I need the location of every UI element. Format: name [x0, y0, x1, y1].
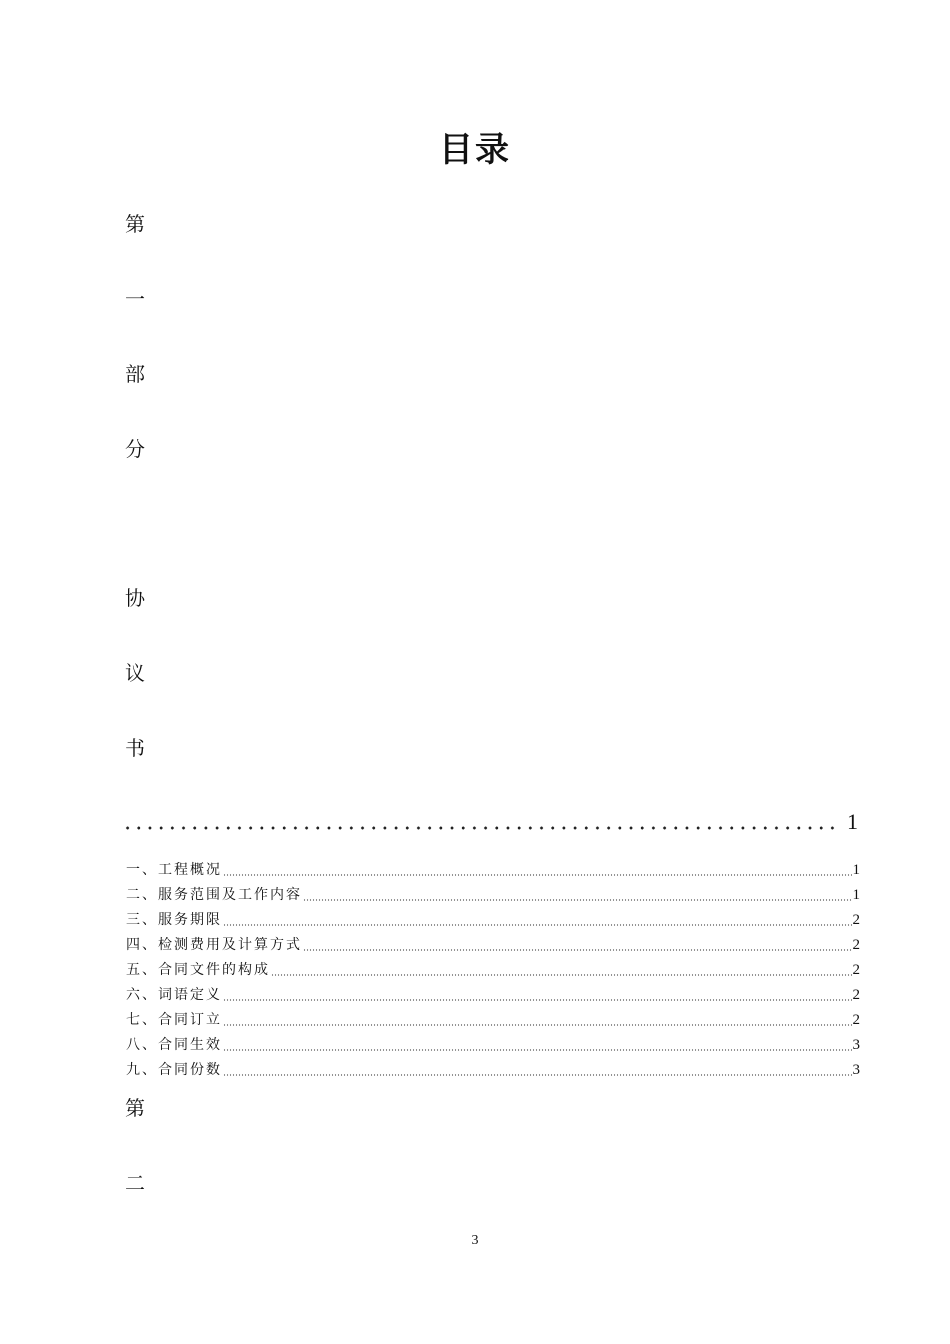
toc-entry-label: 九、合同份数 [126, 1062, 222, 1078]
part-one-char: 书 [125, 736, 145, 760]
part-one-page-number: 1 [847, 809, 858, 834]
toc-entry[interactable] [126, 883, 860, 908]
toc-entry-label: 五、合同文件的构成 [126, 962, 270, 978]
dot-leader [122, 826, 838, 830]
dot-leader [271, 974, 852, 976]
toc-list [126, 858, 860, 1083]
page-title: 目录 [439, 130, 511, 170]
toc-entry-page: 3 [852, 1062, 860, 1078]
toc-entry[interactable] [126, 1058, 860, 1083]
toc-entry[interactable] [126, 908, 860, 933]
toc-entry-page: 2 [852, 987, 860, 1003]
toc-entry-label: 二、服务范围及工作内容 [126, 887, 302, 903]
toc-entry[interactable] [126, 958, 860, 983]
dot-leader [223, 924, 852, 926]
toc-entry-label: 八、合同生效 [126, 1037, 222, 1053]
toc-entry[interactable] [126, 1008, 860, 1033]
toc-entry-page: 1 [852, 887, 860, 903]
toc-entry-page: 2 [852, 962, 860, 978]
dot-leader [223, 1049, 852, 1051]
dot-leader [303, 899, 852, 901]
toc-entry[interactable] [126, 983, 860, 1008]
part-one-char: 议 [125, 661, 145, 685]
toc-entry[interactable] [126, 933, 860, 958]
part-two-char: 第 [125, 1096, 145, 1120]
part-one-char: 分 [125, 437, 145, 461]
part-one-char: 协 [125, 586, 145, 610]
dot-leader [223, 1024, 852, 1026]
toc-entry-label: 四、检测费用及计算方式 [126, 937, 302, 953]
dot-leader [223, 1074, 852, 1076]
dot-leader [223, 999, 852, 1001]
part-one-char: 部 [125, 362, 145, 386]
toc-entry-label: 六、词语定义 [126, 987, 222, 1003]
toc-entry-label: 一、工程概况 [126, 862, 222, 878]
part-one-leader-line[interactable] [122, 806, 858, 840]
part-two-char: 二 [125, 1171, 145, 1195]
toc-entry[interactable] [126, 1033, 860, 1058]
part-one-char: 一 [125, 287, 145, 311]
toc-entry-page: 1 [852, 862, 860, 878]
toc-entry[interactable] [126, 858, 860, 883]
toc-entry-page: 2 [852, 912, 860, 928]
toc-entry-page: 2 [852, 1012, 860, 1028]
page-number: 3 [471, 1233, 479, 1248]
toc-entry-page: 3 [852, 1037, 860, 1053]
dot-leader [223, 874, 852, 876]
dot-leader [303, 949, 852, 951]
part-one-char: 第 [125, 212, 145, 236]
toc-entry-page: 2 [852, 937, 860, 953]
toc-entry-label: 七、合同订立 [126, 1012, 222, 1028]
toc-entry-label: 三、服务期限 [126, 912, 222, 928]
